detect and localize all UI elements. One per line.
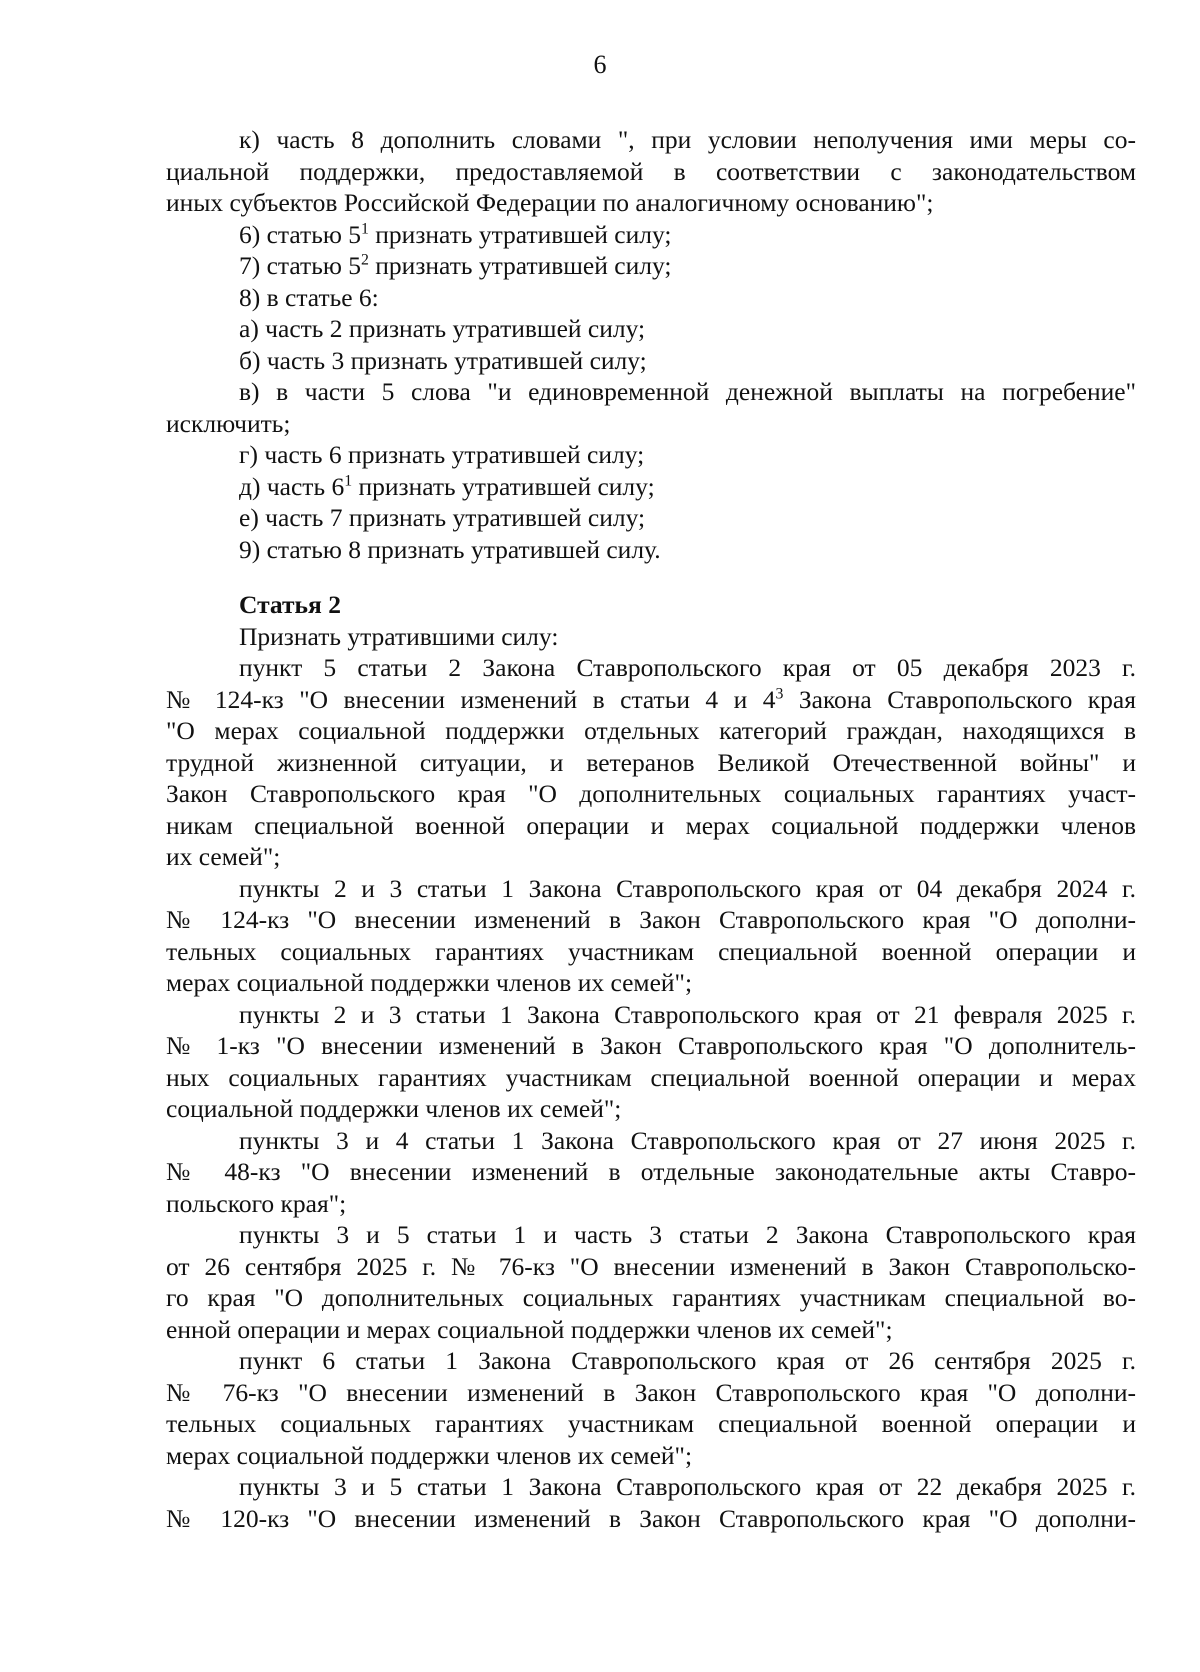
text-fragment: признать утратившей силу; [368,251,672,280]
superscript: 1 [344,472,353,489]
text-line: "О мерах социальной поддержки отдельных категорий граждан, находящихся в [166,716,1136,745]
text-line: б) часть 3 признать утратившей силу; [239,345,647,375]
text-line: трудной жизненной ситуации, и ветеранов Великой Отечественной войны" и [166,747,1136,777]
text-line [166,219,1136,251]
text-line: 8) в статье 6: [239,282,379,312]
text-fragment: № 124-кз "О внесении изменений в статьи 4 и 4 [166,684,776,714]
text-line: мерах социальной поддержки членов их семей"; [166,1440,693,1470]
text-line: е) часть 7 признать утратившей силу; [239,503,646,532]
superscript: 1 [361,220,369,237]
text-line: циальной поддержки, предоставляемой в соответствии с законодательством [166,156,1136,186]
text-line: пункты 3 и 5 статьи 1 и часть 3 статьи 2 Закона Ставропольского края [239,1220,1136,1249]
text-fragment: 7) статью 5 [239,251,361,280]
text-line: № 120-кз "О внесении изменений в Закон Ставропольского края "О дополни- [166,1503,1136,1533]
text-fragment: признать утратившей силу; [368,219,672,249]
text-line [166,471,1136,503]
text-fragment: д) часть 6 [239,471,345,501]
spacer [166,565,1136,589]
text-line: мерах социальной поддержки членов их семей"; [166,968,693,997]
text-fragment: 6) статью 5 [239,219,361,249]
text-line: пункты 2 и 3 статьи 1 Закона Ставропольского края от 04 декабря 2024 г. [239,873,1136,903]
text-line: никам специальной военной операции и мерах социальной поддержки членов [166,810,1136,840]
text-line: исключить; [166,408,291,438]
text-line: к) часть 8 дополнить словами ", при условии неполучения ими меры со- [239,125,1136,154]
text-line: пункты 3 и 4 статьи 1 Закона Ставропольского края от 27 июня 2025 г. [239,1125,1136,1155]
text-line: от 26 сентября 2025 г. № 76-кз "О внесении изменений в Закон Ставропольско- [166,1251,1136,1281]
text-line: пункты 2 и 3 статьи 1 Закона Ставропольского края от 21 февраля 2025 г. [239,999,1136,1029]
text-line: № 48-кз "О внесении изменений в отдельные законодательные акты Ставро- [166,1157,1136,1186]
text-line: Признать утратившими силу: [239,621,559,651]
text-line: енной операции и мерах социальной поддержки членов их семей"; [166,1314,893,1344]
text-line: пункт 6 статьи 1 Закона Ставропольского края от 26 сентября 2025 г. [239,1346,1136,1375]
text-line: пункт 5 статьи 2 Закона Ставропольского края от 05 декабря 2023 г. [239,653,1136,682]
text-line: в) в части 5 слова "и единовременной денежной выплаты на погребение" [239,377,1136,406]
text-line: № 1-кз "О внесении изменений в Закон Ставропольского края "О дополнитель- [166,1031,1136,1060]
text-line: иных субъектов Российской Федерации по аналогичному основанию"; [166,188,934,217]
text-line: 9) статью 8 признать утратившей силу. [239,534,661,564]
text-line: ных социальных гарантиях участникам специальной военной операции и мерах [166,1062,1136,1092]
text-line: го края "О дополнительных социальных гарантиях участникам специальной во- [166,1283,1136,1312]
text-line: социальной поддержки членов их семей"; [166,1094,622,1123]
text-line: Закон Ставропольского края "О дополнительных социальных гарантиях участ- [166,779,1136,808]
article-heading: Статья 2 [239,590,341,619]
superscript: 2 [361,251,369,269]
text-fragment: признать утратившей силу; [352,471,655,501]
page-number: 6 [593,50,607,79]
text-line [166,684,1136,716]
text-line: тельных социальных гарантиях участникам специальной военной операции и [166,936,1136,966]
text-line: польского края"; [166,1188,347,1218]
text-line: № 76-кз "О внесении изменений в Закон Ставропольского края "О дополни- [166,1377,1136,1407]
text-line: г) часть 6 признать утратившей силу; [239,440,645,469]
text-line: а) часть 2 признать утратившей силу; [239,314,646,343]
text-fragment: Закона Ставропольского края [783,684,1136,714]
text-line: тельных социальных гарантиях участникам специальной военной операции и [166,1409,1136,1438]
text-line: пункты 3 и 5 статьи 1 Закона Ставропольского края от 22 декабря 2025 г. [239,1472,1136,1501]
text-line [166,250,1136,282]
superscript: 3 [775,685,784,702]
text-line: № 124-кз "О внесении изменений в Закон Ставропольского края "О дополни- [166,905,1136,934]
text-line: их семей"; [166,842,281,871]
document-body [166,124,1136,1534]
